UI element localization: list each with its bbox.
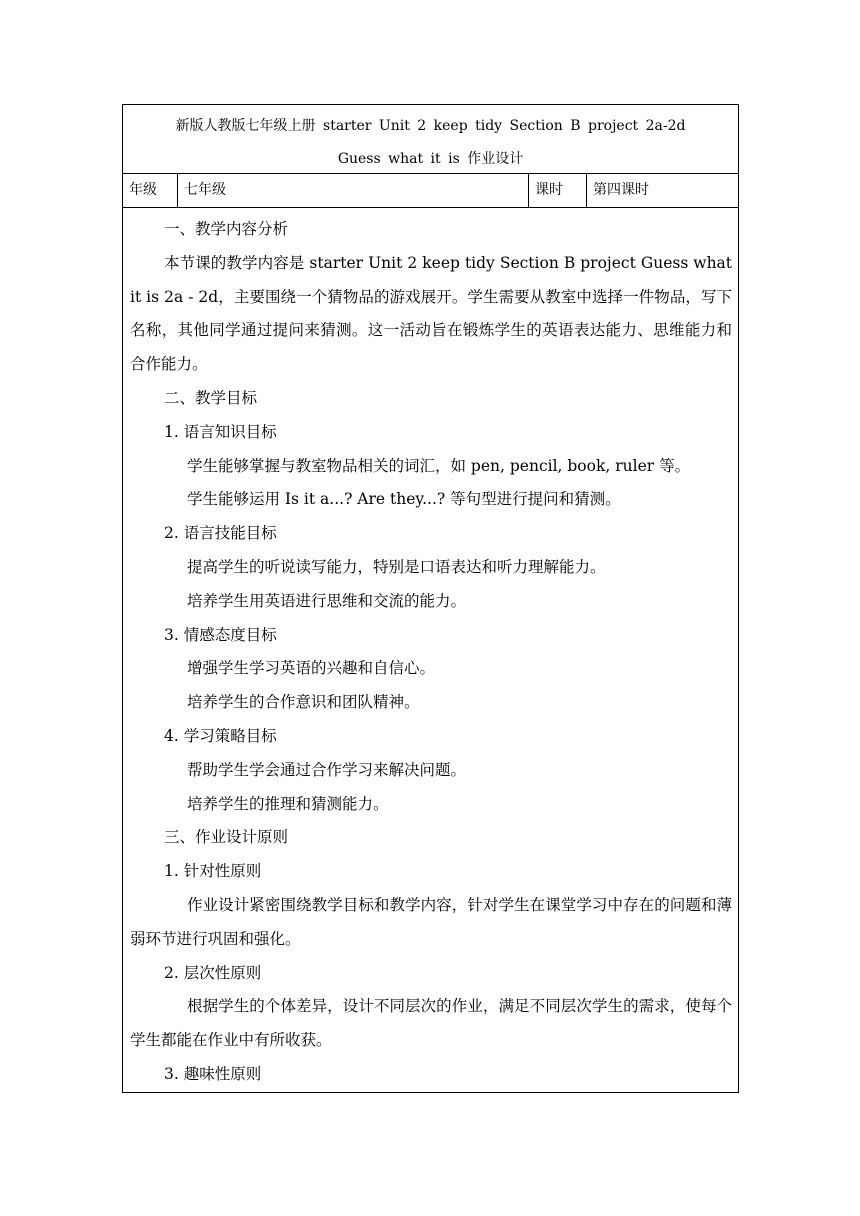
paragraph: 本节课的教学内容是 starter Unit 2 keep tidy Section B project Guess what it is 2a - 2d，主要围绕一个猜物品的游戏展开。学生需要从教室中选择一件物品，写下名称，其他同学通过提问来猜测。这一活动旨在锻炼学生的英语表达能力、思维能力和合作能力。 xyxy=(130,253,733,374)
list-item: 增强学生学习英语的兴趣和自信心。 xyxy=(187,659,436,678)
list-item: 学生能够掌握与教室物品相关的词汇，如 pen, pencil, book, ruler 等。 xyxy=(187,456,691,475)
list-item: 培养学生的推理和猜测能力。 xyxy=(187,794,389,813)
section-heading: 二、教学目标 xyxy=(164,388,258,407)
info-row xyxy=(123,174,739,208)
list-item: 学生能够运用 Is it a...? Are they...? 等句型进行提问和猜测。 xyxy=(187,490,621,509)
title-row xyxy=(123,105,739,174)
content-body xyxy=(123,208,738,1092)
list-item: 培养学生用英语进行思维和交流的能力。 xyxy=(187,591,467,610)
subsection-heading: 2. 层次性原则 xyxy=(164,963,262,982)
content-cell xyxy=(123,208,739,1093)
document-title-line1: 新版人教版七年级上册 starter Unit 2 keep tidy Section B project 2a-2d xyxy=(175,118,686,134)
subsection-heading: 1. 语言知识目标 xyxy=(164,422,277,441)
subsection-heading: 3. 情感态度目标 xyxy=(164,625,277,644)
document-title-line2: Guess what it is 作业设计 xyxy=(337,151,524,167)
list-item: 培养学生的合作意识和团队精神。 xyxy=(187,693,420,712)
paragraph: 根据学生的个体差异，设计不同层次的作业，满足不同层次学生的需求，使每个学生都能在作业中有所收获。 xyxy=(130,997,733,1050)
title-cell xyxy=(123,105,739,174)
subsection-heading: 4. 学习策略目标 xyxy=(164,726,277,745)
subsection-heading: 1. 针对性原则 xyxy=(164,862,262,881)
list-item: 帮助学生学会通过合作学习来解决问题。 xyxy=(187,760,467,779)
section-heading: 一、教学内容分析 xyxy=(164,220,289,238)
list-item: 提高学生的听说读写能力，特别是口语表达和听力理解能力。 xyxy=(187,557,606,576)
grade-value: 七年级 xyxy=(178,174,529,208)
paragraph: 作业设计紧密围绕教学目标和教学内容，针对学生在课堂学习中存在的问题和薄弱环节进行巩固和强化。 xyxy=(130,895,733,948)
lesson-plan-table xyxy=(122,104,739,1093)
grade-label: 年级 xyxy=(123,174,178,208)
subsection-heading: 2. 语言技能目标 xyxy=(164,524,277,543)
period-label: 课时 xyxy=(529,174,587,208)
section-heading: 三、作业设计原则 xyxy=(164,828,289,847)
subsection-heading: 3. 趣味性原则 xyxy=(164,1064,262,1083)
period-value: 第四课时 xyxy=(587,174,739,208)
content-row xyxy=(123,208,739,1093)
